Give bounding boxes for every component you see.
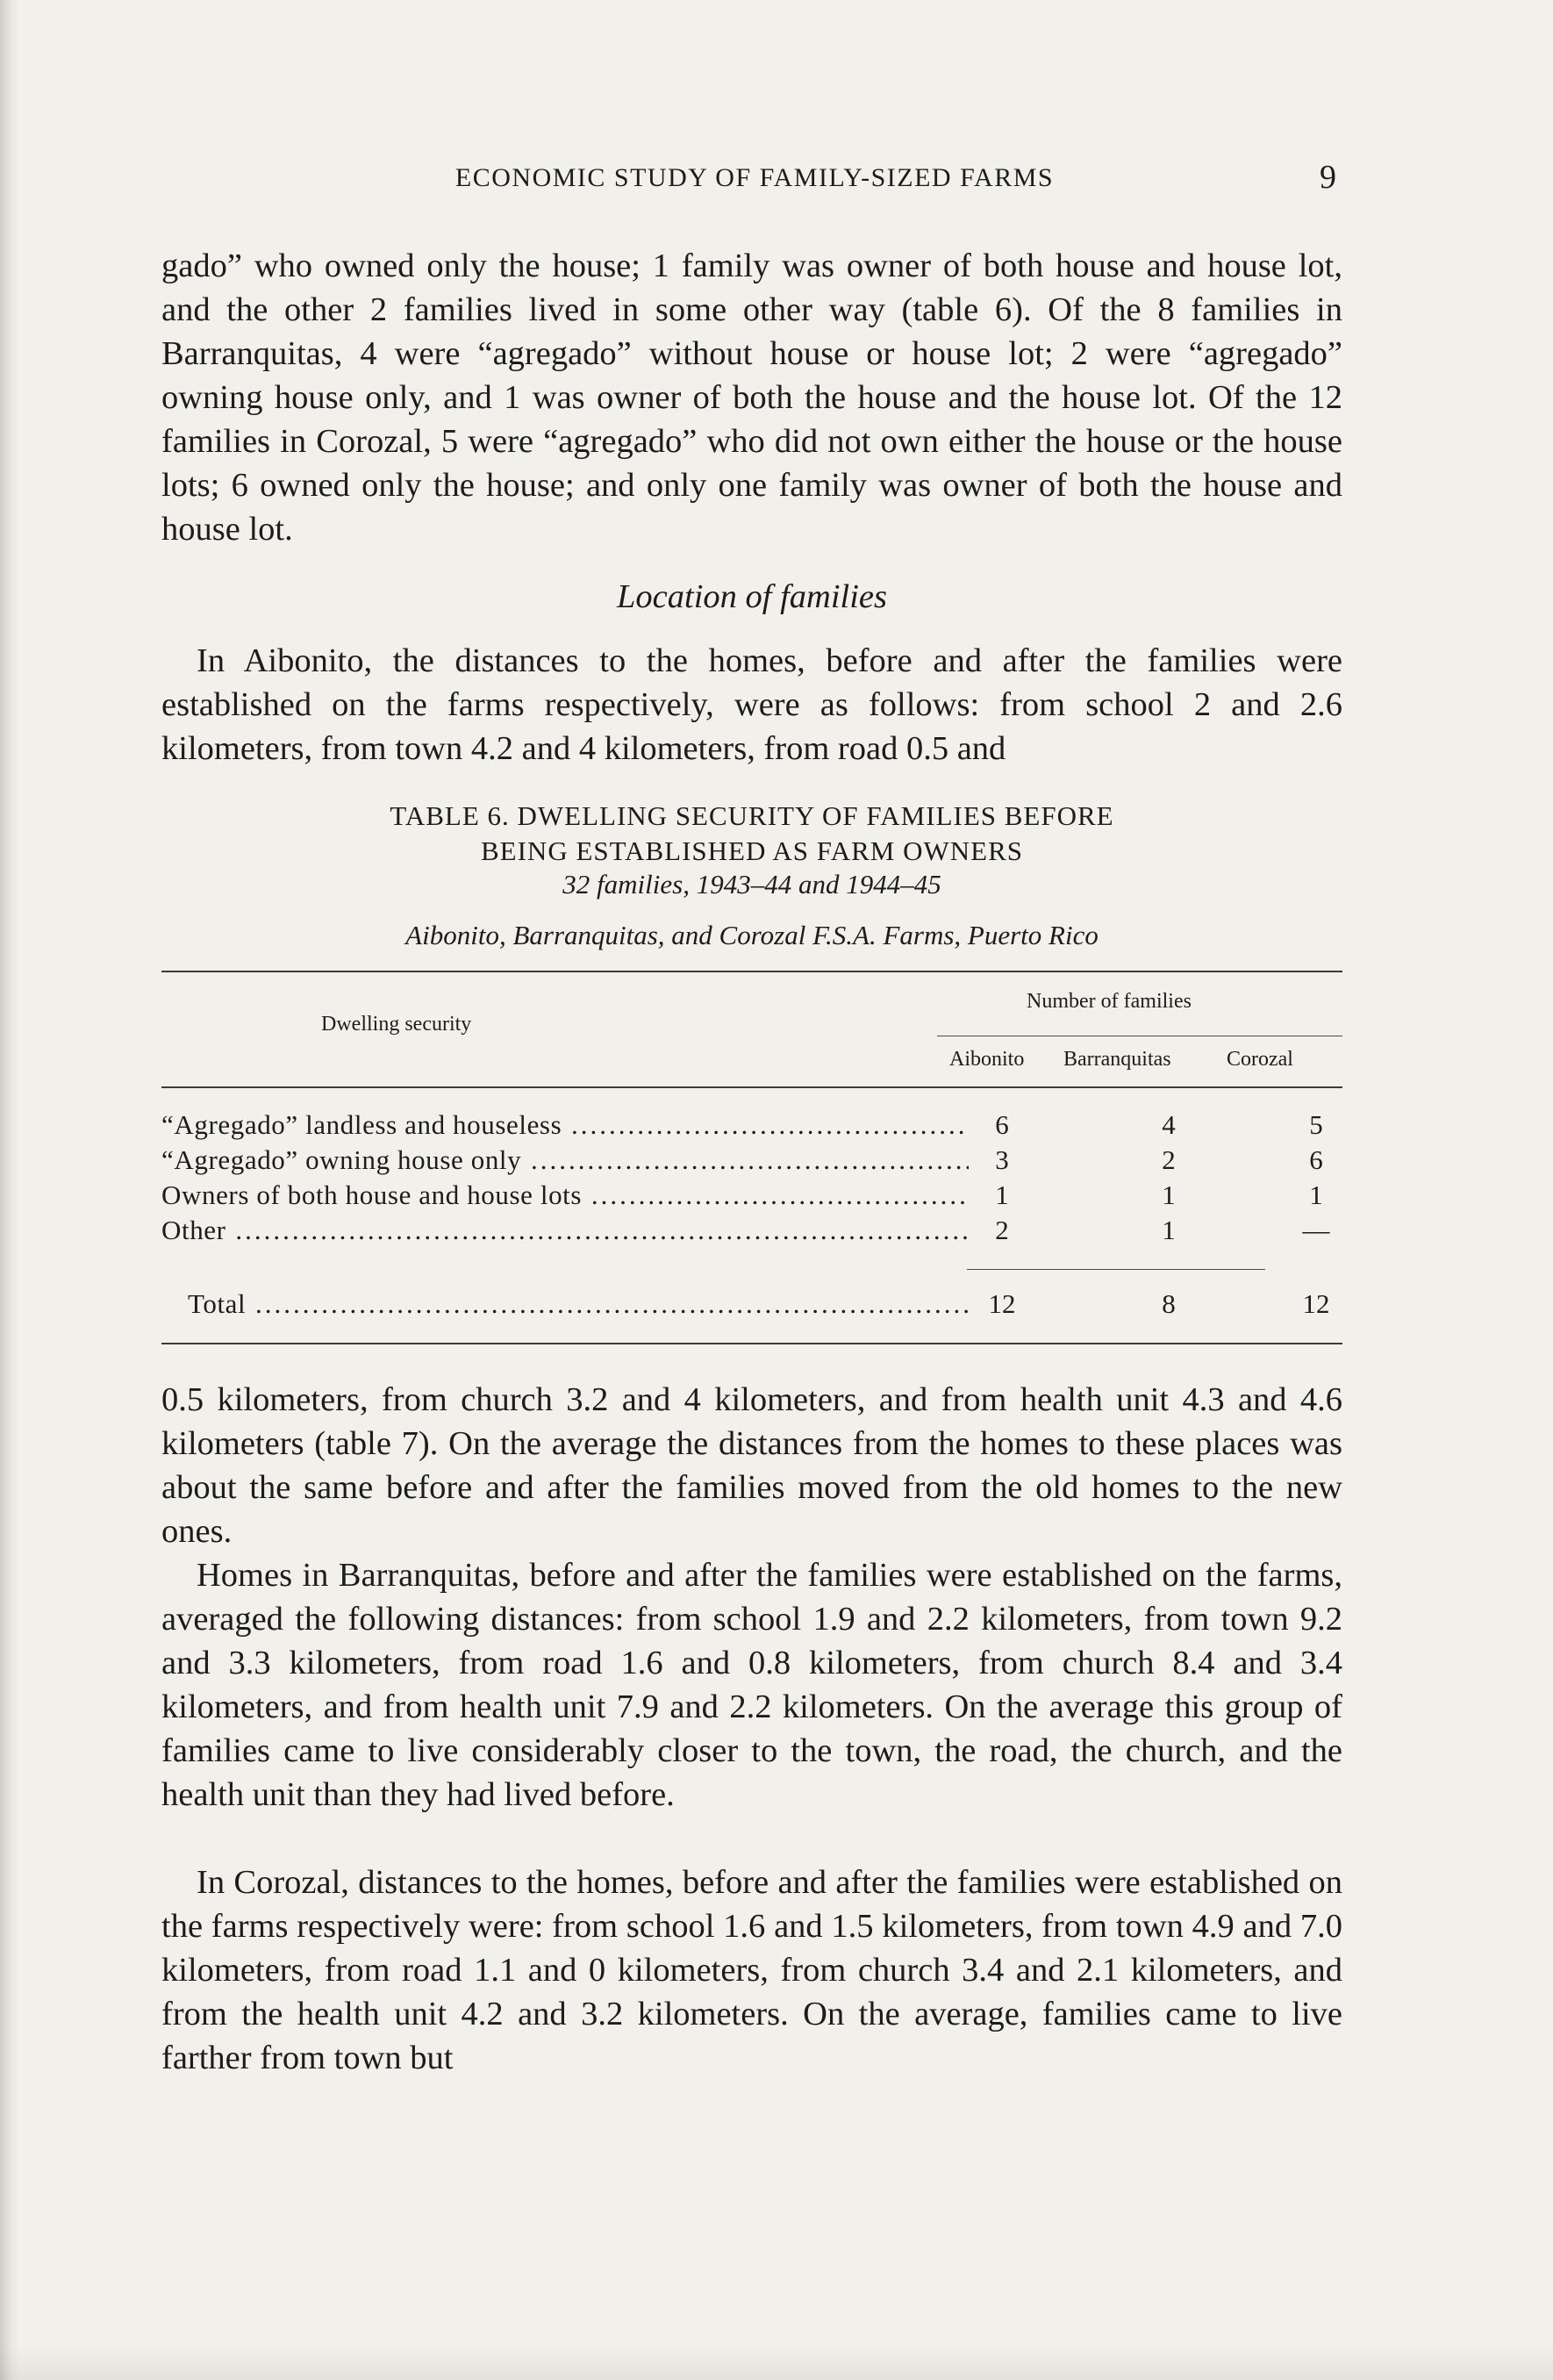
page-bottom-shadow [0, 2345, 1553, 2380]
cell-barranquitas: 2 [1162, 1144, 1176, 1175]
total-aibonito: 12 [988, 1288, 1016, 1319]
total-label: Total ..... [161, 1288, 969, 1320]
paragraph-1-text: gado” who owned only the house; 1 family was owner of both house and house lot, and the other 2 families lived in some other way (table 6). Of the 8 families in Barranquitas, 4 were “agregado” without house or house lot; 2 were “agregado” owning house only, and 1 was owner of both the house and the house lot. Of the 12 families in Corozal, 5 were “agregado” who did not own either the house or the house lots; 6 owned only the house; and only one family was owner of both the house and house lot. [161, 247, 1342, 548]
cell-aibonito: 2 [995, 1215, 1009, 1245]
page-number: 9 [1320, 159, 1336, 196]
column-header-dwelling-security: Dwelling security [321, 1013, 472, 1036]
row-label: “Agregado” owning house only ..... [161, 1144, 969, 1176]
section-heading: Location of families [617, 578, 887, 615]
cell-aibonito: 6 [995, 1109, 1009, 1140]
total-corozal: 12 [1302, 1288, 1330, 1319]
cell-aibonito: 3 [995, 1144, 1009, 1175]
cell-barranquitas: 1 [1162, 1179, 1176, 1210]
table-bottom-rule [161, 1343, 1342, 1344]
row-label: Other ..... [161, 1215, 969, 1246]
cell-corozal: — [1302, 1215, 1330, 1245]
table-top-rule [161, 971, 1342, 972]
row-label: “Agregado” landless and houseless ..... [161, 1109, 969, 1141]
table-title-line-1: TABLE 6. DWELLING SECURITY OF FAMILIES BEFORE [390, 800, 1114, 831]
table-row [161, 1179, 1342, 1215]
table-total-row [161, 1288, 1342, 1323]
cell-barranquitas: 1 [1162, 1215, 1176, 1245]
paragraph-5-text: In Corozal, distances to the homes, before and after the families were established on the farms respectively were: from school 1.6 and 1.5 kilometers, from town 4.9 and 7.0 kilometers, from road 1.1 and 0 kilometers, from church 3.4 and 2.1 kilometers, and from the health unit 4.2 and 3.2 kilometers. On the average, families came to live farther from town but [161, 1864, 1342, 2076]
table-subtitle-1: 32 families, 1943–44 and 1944–45 [562, 869, 941, 900]
paragraph-2-text: In Aibonito, the distances to the homes, before and after the families were established on the farms respectively, were as follows: from school 2 and 2.6 kilometers, from town 4.2 and 4 kilometers, from road 0.5 and [161, 642, 1342, 767]
paragraph-4 [161, 1553, 1342, 1817]
table-title-line-2: BEING ESTABLISHED AS FARM OWNERS [481, 835, 1023, 866]
column-header-number-of-families: Number of families [1027, 990, 1192, 1013]
cell-corozal: 6 [1309, 1144, 1323, 1175]
cell-barranquitas: 4 [1162, 1109, 1176, 1140]
total-barranquitas: 8 [1162, 1288, 1176, 1319]
page-binding-shadow [0, 0, 19, 2380]
paragraph-4-text: Homes in Barranquitas, before and after the families were established on the farms, averaged the following distances: from school 1.9 and 2.2 kilometers, from town 9.2 and 3.3 kilometers, from road 1.6 and 0.8 kilometers, from church 8.4 and 3.4 kilometers, and from health unit 7.9 and 2.2 kilometers. On the average this group of families came to live considerably closer to the town, the road, the church, and the health unit than they had lived before. [161, 1557, 1342, 1813]
row-label: Owners of both house and house lots ..... [161, 1179, 969, 1211]
column-header-aibonito: Aibonito [949, 1048, 1025, 1071]
table-header-rule [161, 1086, 1342, 1088]
column-header-corozal: Corozal [1227, 1048, 1293, 1071]
column-header-barranquitas: Barranquitas [1063, 1048, 1171, 1071]
total-rule [967, 1269, 1265, 1270]
paragraph-3-text: 0.5 kilometers, from church 3.2 and 4 kilometers, and from health unit 4.3 and 4.6 kilometers (table 7). On the average the distances from the homes to these places was about the same before and after the families moved from the old homes to the new ones. [161, 1381, 1342, 1550]
cell-aibonito: 1 [995, 1179, 1009, 1210]
paragraph-5 [161, 1860, 1342, 2080]
paragraph-3 [161, 1378, 1342, 1553]
paragraph-1 [161, 244, 1342, 551]
cell-corozal: 1 [1309, 1179, 1323, 1210]
paragraph-2 [161, 639, 1342, 771]
cell-corozal: 5 [1309, 1109, 1323, 1140]
table-row [161, 1215, 1342, 1250]
running-title: ECONOMIC STUDY OF FAMILY-SIZED FARMS [454, 163, 1055, 192]
table-row [161, 1144, 1342, 1179]
table-subtitle-2: Aibonito, Barranquitas, and Corozal F.S.A. Farms, Puerto Rico [405, 920, 1099, 950]
table-row [161, 1109, 1342, 1144]
